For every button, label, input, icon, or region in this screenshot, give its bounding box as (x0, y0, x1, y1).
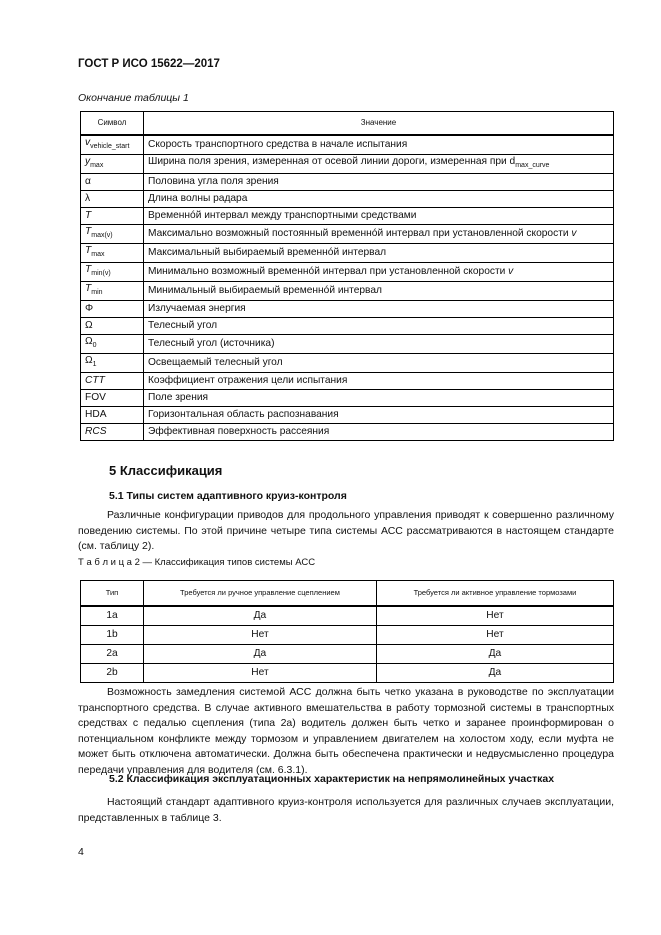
value-cell (144, 301, 614, 318)
column-header-clutch: Требуется ли ручное управление сцеплением (144, 581, 377, 607)
value-cell (144, 424, 614, 441)
acc-types-table (80, 580, 614, 683)
value-text: Максимальный выбираемый временнóй интервал (148, 247, 387, 259)
table-cell: Да (376, 645, 613, 664)
value-cell (144, 155, 614, 174)
value-cell (144, 373, 614, 390)
symbol: HDA (85, 409, 107, 421)
symbol-cell (81, 354, 144, 373)
symbol: T (85, 245, 92, 257)
value-text: Телесный угол (148, 320, 218, 332)
symbol-cell (81, 263, 144, 282)
subsection-title-5-2: 5.2 Классификация эксплуатационных характеристик на непрямолинейных участках (109, 773, 555, 785)
symbols-table-body (81, 135, 614, 441)
symbol: v (85, 137, 91, 148)
value-text: Коэффициент отражения цели испытания (148, 375, 348, 387)
column-header-symbol: Символ (81, 112, 144, 136)
symbol-cell (81, 335, 144, 354)
value-text: Минимальный выбираемый временнóй интервал (148, 285, 382, 297)
table-row (81, 354, 614, 373)
value-cell (144, 174, 614, 191)
value-text: Излучаемая энергия (148, 303, 246, 315)
subsection-title-5-1: 5.1 Типы систем адаптивного круиз-контроля (109, 490, 347, 502)
paragraph-5-2: Настоящий стандарт адаптивного круиз-контроля используется для различных случаев эксплуатации, представленных в таблице 3. (78, 796, 614, 824)
value-suffix: v (508, 266, 514, 278)
section-title: 5 Классификация (109, 463, 223, 478)
table-row (81, 373, 614, 390)
table-header-row (81, 581, 614, 607)
value-text: Максимально возможный постоянный временнóй интервал при установленной скорости (148, 228, 572, 240)
paragraph-deceleration: Возможность замедления системой АСС должна быть четко указана в руководстве по эксплуатации транспортного средства. В случае активного вмешательства в работу тормозной системы в транспортных средствах с педалью сцепления (типа 2а) водитель должен быть четко и заранее проинформирован о потенциальном конфликте между тормозом и управлением двигателем на холостом ходу, если муфта не может быть отключена автоматически. Должна быть обеспечена практически и недвусмысленно процедура передачи управления для водителя (см. 6.3.1). (78, 686, 614, 776)
value-text: Минимально возможный временнóй интервал при установленной скорости (148, 266, 509, 278)
table-row (81, 626, 614, 645)
symbol: FOV (85, 392, 106, 404)
value-text: Временнóй интервал между транспортными средствами (148, 210, 417, 222)
symbol-cell (81, 301, 144, 318)
value-suffix: v (571, 228, 577, 240)
symbol: Ω (85, 320, 93, 332)
symbol: λ (85, 193, 91, 205)
table-row (81, 335, 614, 354)
table-cell: Нет (144, 626, 377, 645)
symbol-subscript: 1 (92, 361, 97, 369)
symbol-cell (81, 174, 144, 191)
symbol: T (85, 264, 92, 276)
table-row (81, 424, 614, 441)
table-cell: 2b (81, 664, 144, 683)
symbol-cell (81, 208, 144, 225)
document-header: ГОСТ Р ИСО 15622—2017 (78, 58, 220, 70)
value-cell (144, 208, 614, 225)
table-cell: Нет (376, 626, 613, 645)
column-header-brakes: Требуется ли активное управление тормозами (376, 581, 613, 607)
table1-caption: Окончание таблицы 1 (78, 92, 189, 104)
value-cell (144, 263, 614, 282)
value-cell (144, 244, 614, 263)
table-row (81, 282, 614, 301)
value-text: Половина угла поля зрения (148, 176, 279, 188)
table-cell: Нет (376, 606, 613, 626)
value-cell (144, 407, 614, 424)
value-cell (144, 354, 614, 373)
symbol-cell (81, 135, 144, 155)
value-cell (144, 225, 614, 244)
table-row (81, 225, 614, 244)
table-cell: Да (144, 606, 377, 626)
symbol: T (85, 283, 92, 295)
symbol: Φ (85, 303, 94, 315)
value-text: Освещаемый телесный угол (148, 357, 283, 369)
symbol-subscript: min (91, 289, 103, 297)
symbol: y (85, 156, 91, 168)
value-text: Телесный угол (источника) (148, 338, 275, 350)
table-row (81, 135, 614, 155)
symbol-subscript: max (91, 251, 105, 259)
table-header-row (81, 112, 614, 136)
symbol-subscript: 0 (92, 342, 97, 350)
acc-types-table-body (81, 606, 614, 683)
table-row (81, 301, 614, 318)
table-cell: Да (144, 645, 377, 664)
value-cell (144, 135, 614, 155)
table-row (81, 606, 614, 626)
symbol: Ω (85, 355, 93, 367)
symbol-cell (81, 155, 144, 174)
table-row (81, 318, 614, 335)
symbol-cell (81, 225, 144, 244)
value-text: Поле зрения (148, 392, 209, 404)
column-header-value: Значение (144, 112, 614, 136)
value-cell (144, 390, 614, 407)
value-text: Ширина поля зрения, измеренная от осевой линии дороги, измеренная при d (148, 156, 516, 168)
value-text: Скорость транспортного средства в начале испытания (148, 139, 408, 151)
symbol-cell (81, 282, 144, 301)
table-cell: Нет (144, 664, 377, 683)
symbol-subscript: max (90, 162, 104, 170)
value-cell (144, 318, 614, 335)
table-row (81, 174, 614, 191)
page-number: 4 (78, 846, 84, 858)
symbol-cell (81, 373, 144, 390)
table-row (81, 664, 614, 683)
symbol-cell (81, 390, 144, 407)
symbol: RCS (85, 426, 107, 438)
symbol-subscript: min(v) (91, 270, 111, 278)
table-row (81, 155, 614, 174)
table-row (81, 208, 614, 225)
table-row (81, 263, 614, 282)
symbols-table (80, 111, 614, 441)
value-subscript: max_curve (515, 162, 550, 170)
symbol-subscript: max(v) (91, 232, 113, 240)
symbol-cell (81, 424, 144, 441)
symbol: CTT (85, 375, 105, 387)
table2-caption: Т а б л и ц а 2 — Классификация типов системы АСС (78, 557, 316, 568)
value-text: Горизонтальная область распознавания (148, 409, 339, 421)
symbol: α (85, 176, 91, 188)
symbol-cell (81, 407, 144, 424)
table-row (81, 645, 614, 664)
table-cell: 1b (81, 626, 144, 645)
symbol: T (85, 210, 92, 222)
paragraph-5-1: Различные конфигурации приводов для продольного управления приводят к совершенно различному поведению системы. По этой причине четыре типа системы АСС рассматриваются в настоящем стандарте (см. таблицу 2). (78, 509, 614, 552)
symbol-subscript: vehicle_start (90, 143, 130, 151)
column-header-type: Тип (81, 581, 144, 607)
value-text: Длина волны радара (148, 193, 248, 205)
table-cell: Да (376, 664, 613, 683)
table-row (81, 390, 614, 407)
symbol-cell (81, 191, 144, 208)
table-row (81, 191, 614, 208)
value-text: Эффективная поверхность рассеяния (148, 426, 330, 438)
symbol: Ω (85, 336, 93, 348)
table-cell: 1a (81, 606, 144, 626)
table-row (81, 407, 614, 424)
symbol: T (85, 226, 92, 238)
value-cell (144, 191, 614, 208)
symbol-cell (81, 318, 144, 335)
value-cell (144, 282, 614, 301)
table-row (81, 244, 614, 263)
table-cell: 2a (81, 645, 144, 664)
symbol-cell (81, 244, 144, 263)
value-cell (144, 335, 614, 354)
